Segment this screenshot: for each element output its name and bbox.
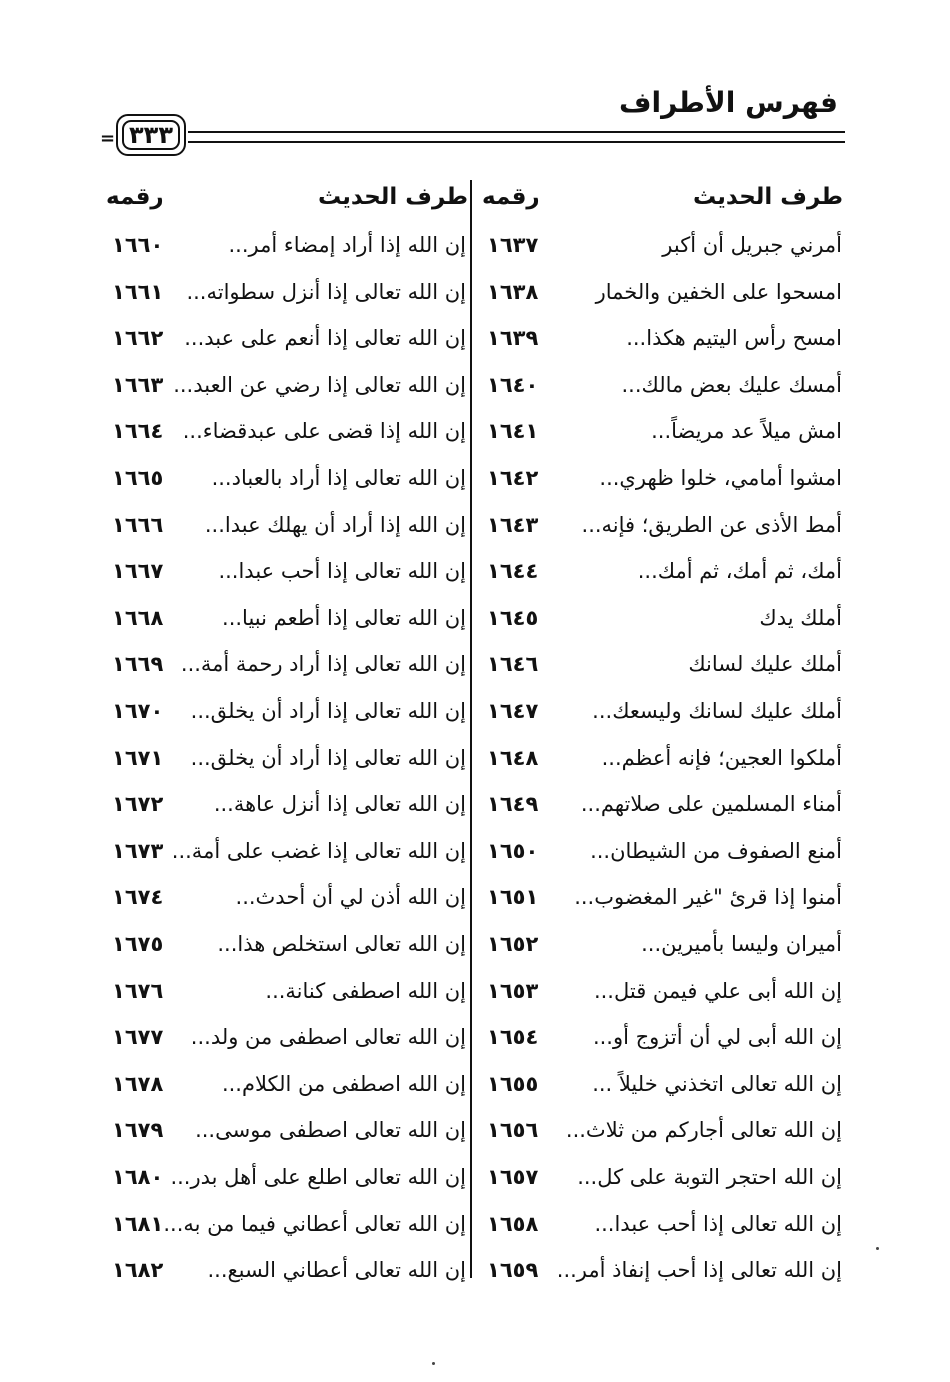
right-hadith-number: ١٦٤١ — [487, 419, 539, 444]
left-hadith-number: ١٦٦٠ — [112, 233, 164, 257]
index-row — [0, 269, 950, 315]
right-hadith-number: ١٦٤٥ — [487, 605, 539, 630]
right-hadith-text: امش ميلاً عد مريضاً... — [651, 419, 842, 444]
index-row — [0, 641, 950, 687]
right-hadith-number: ١٦٣٨ — [487, 279, 539, 304]
left-hadith-text: إن الله تعالى أعطاني فيما من به... — [163, 1211, 466, 1236]
left-hadith-number: ١٦٧٨ — [112, 1071, 164, 1096]
right-hadith-text: إن الله أبى لي أن أتزوج أو... — [592, 1025, 842, 1050]
rule-dash-mark: = — [100, 128, 116, 149]
right-hadith-number: ١٦٥٠ — [487, 838, 539, 863]
left-hadith-text: إن الله تعالى إذا أراد رحمة أمة... — [180, 652, 466, 677]
right-hadith-number: ١٦٤٤ — [487, 559, 539, 584]
right-hadith-number: ١٦٤٣ — [487, 512, 539, 537]
print-speck — [432, 1362, 435, 1365]
left-hadith-number: ١٦٦٢ — [112, 326, 164, 351]
left-hadith-number: ١٦٧٩ — [112, 1118, 164, 1143]
left-hadith-number: ١٦٧٤ — [112, 885, 164, 910]
index-row — [0, 968, 950, 1014]
right-hadith-number: ١٦٥٨ — [487, 1211, 539, 1236]
left-number-header: رقمه — [106, 184, 164, 210]
right-hadith-text: أمناء المسلمين على صلاتهم... — [580, 792, 842, 817]
left-hadith-text: إن الله تعالى أعطاني السبع... — [207, 1258, 466, 1283]
right-hadith-text: أميران وليسا بأميرين... — [641, 932, 842, 956]
header-rule-bottom — [188, 141, 845, 143]
left-hadith-text: إن الله تعالى إذا أنزل سطواته... — [186, 279, 466, 304]
right-hadith-number: ١٦٥٤ — [487, 1025, 539, 1050]
left-hadith-text: إن الله تعالى إذا أراد بالعباد... — [211, 466, 466, 490]
right-hadith-text: أملك عليك لسانك وليسعك... — [592, 699, 842, 723]
left-hadith-number: ١٦٧١ — [112, 745, 164, 770]
right-hadith-text: إن الله أبى علي فيمن قتل... — [593, 978, 842, 1003]
left-hadith-number: ١٦٦٩ — [112, 652, 164, 677]
left-hadith-text: إن الله اصطفى كنانة... — [265, 978, 466, 1003]
page-header-title: فهرس الأطراف — [619, 86, 838, 119]
index-row — [0, 502, 950, 548]
index-row — [0, 595, 950, 641]
left-hadith-text: إن الله تعالى إذا أراد أن يخلق... — [190, 699, 466, 723]
left-hadith-text: إن الله تعالى إذا غضب على أمة... — [171, 838, 466, 863]
left-hadith-text: إن الله تعالى إذا أنزل عاهة... — [213, 792, 466, 817]
page-number-frame — [116, 114, 186, 156]
index-row — [0, 408, 950, 454]
right-hadith-text: إن الله تعالى أجاركم من ثلاث... — [565, 1118, 842, 1143]
left-hadith-header: طرف الحديث — [317, 184, 468, 210]
print-speck — [876, 1247, 879, 1250]
index-row — [0, 1107, 950, 1153]
right-hadith-text: أملك يدك — [759, 605, 842, 630]
left-hadith-text: إن الله تعالى استخلص هذا... — [217, 932, 466, 956]
right-hadith-number: ١٦٥١ — [487, 885, 539, 910]
left-hadith-text: إن الله تعالى اصطفى موسى... — [195, 1118, 466, 1143]
right-hadith-text: أملكوا العجين؛ فإنه أعظم... — [601, 745, 842, 770]
left-hadith-number: ١٦٧٥ — [112, 932, 164, 956]
right-hadith-text: أمط الأذى عن الطريق؛ فإنه... — [581, 512, 842, 537]
index-row — [0, 548, 950, 594]
index-row — [0, 921, 950, 967]
left-hadith-number: ١٦٦١ — [112, 279, 164, 304]
right-hadith-number: ١٦٤٠ — [487, 372, 539, 397]
right-hadith-text: أمرني جبريل أن أكبر — [662, 233, 842, 257]
index-row — [0, 1247, 950, 1293]
right-hadith-number: ١٦٥٩ — [487, 1258, 539, 1283]
left-hadith-number: ١٦٦٤ — [112, 419, 164, 444]
left-hadith-number: ١٦٧٢ — [112, 792, 164, 817]
left-hadith-number: ١٦٦٥ — [112, 466, 164, 490]
right-hadith-text: أمسك عليك بعض مالك... — [621, 372, 842, 397]
left-hadith-text: إن الله تعالى اطلع على أهل بدر... — [170, 1165, 466, 1189]
left-hadith-text: إن الله تعالى إذا أراد أن يخلق... — [190, 745, 466, 770]
right-hadith-text: إن الله تعالى إذا أحب إنفاذ أمر... — [556, 1258, 842, 1283]
right-number-header: رقمه — [482, 184, 540, 210]
left-hadith-number: ١٦٧٦ — [112, 978, 164, 1003]
right-hadith-number: ١٦٥٥ — [487, 1071, 539, 1096]
left-hadith-number: ١٦٧٣ — [112, 838, 164, 863]
right-hadith-number: ١٦٣٧ — [487, 233, 539, 257]
left-hadith-text: إن الله أذن لي أن أحدث... — [235, 885, 466, 910]
right-hadith-number: ١٦٤٢ — [487, 466, 539, 490]
right-hadith-number: ١٦٥٣ — [487, 978, 539, 1003]
right-hadith-number: ١٦٥٧ — [487, 1165, 539, 1189]
left-hadith-text: إن الله اصطفى من الكلام... — [221, 1071, 466, 1096]
right-hadith-number: ١٦٥٢ — [487, 932, 539, 956]
index-row — [0, 1061, 950, 1107]
right-hadith-text: إن الله تعالى اتخذني خليلاً ... — [592, 1071, 842, 1096]
right-hadith-header: طرف الحديث — [692, 184, 843, 210]
index-row — [0, 828, 950, 874]
left-hadith-number: ١٦٦٦ — [112, 512, 164, 537]
left-hadith-text: إن الله تعالى إذا أحب عبدا... — [218, 559, 466, 584]
right-hadith-number: ١٦٣٩ — [487, 326, 539, 351]
index-row — [0, 362, 950, 408]
right-hadith-number: ١٦٤٩ — [487, 792, 539, 817]
right-hadith-text: إن الله احتجر التوبة على كل... — [577, 1165, 842, 1189]
left-hadith-number: ١٦٨١ — [112, 1211, 164, 1236]
right-hadith-number: ١٦٤٨ — [487, 745, 539, 770]
left-hadith-number: ١٦٨٠ — [112, 1165, 164, 1189]
left-hadith-text: إن الله تعالى اصطفى من ولد... — [190, 1025, 466, 1050]
left-hadith-number: ١٦٧٠ — [112, 699, 164, 723]
right-hadith-text: أمنع الصفوف من الشيطان... — [590, 838, 842, 863]
left-hadith-number: ١٦٦٨ — [112, 605, 164, 630]
right-hadith-text: إن الله تعالى إذا أحب عبدا... — [594, 1211, 842, 1236]
index-row — [0, 735, 950, 781]
index-row — [0, 315, 950, 361]
index-row — [0, 455, 950, 501]
index-row — [0, 1014, 950, 1060]
left-hadith-number: ١٦٧٧ — [112, 1025, 164, 1050]
left-hadith-text: إن الله تعالى إذا أنعم على عبد... — [184, 326, 466, 351]
index-row — [0, 688, 950, 734]
left-hadith-text: إن الله إذا أراد إمضاء أمر... — [228, 233, 466, 257]
right-hadith-text: أمك، ثم أمك، ثم أمك... — [637, 559, 842, 584]
index-row — [0, 874, 950, 920]
right-hadith-number: ١٦٤٧ — [487, 699, 539, 723]
left-hadith-text: إن الله إذا قضى على عبدقضاء... — [182, 419, 466, 444]
right-hadith-number: ١٦٤٦ — [487, 652, 539, 677]
index-row — [0, 781, 950, 827]
index-row — [0, 222, 950, 268]
left-hadith-number: ١٦٦٣ — [112, 372, 164, 397]
right-hadith-text: أملك عليك لسانك — [688, 652, 842, 677]
header-rule-top — [188, 131, 845, 133]
index-row — [0, 1201, 950, 1247]
right-hadith-text: أمنوا إذا قرئ "غير المغضوب... — [574, 885, 842, 910]
right-hadith-text: امشوا أمامي، خلوا ظهري... — [599, 466, 842, 490]
page-number: ٣٣٣ — [122, 120, 180, 150]
left-hadith-text: إن الله تعالى إذا أطعم نبيا... — [222, 605, 466, 630]
right-hadith-text: امسح رأس اليتيم هكذا... — [626, 326, 842, 351]
left-hadith-number: ١٦٦٧ — [112, 559, 164, 584]
right-hadith-text: امسحوا على الخفين والخمار — [595, 279, 842, 304]
left-hadith-text: إن الله إذا أراد أن يهلك عبدا... — [204, 512, 466, 537]
index-row — [0, 1154, 950, 1200]
left-hadith-text: إن الله تعالى إذا رضي عن العبد... — [173, 372, 466, 397]
left-hadith-number: ١٦٨٢ — [112, 1258, 164, 1283]
right-hadith-number: ١٦٥٦ — [487, 1118, 539, 1143]
